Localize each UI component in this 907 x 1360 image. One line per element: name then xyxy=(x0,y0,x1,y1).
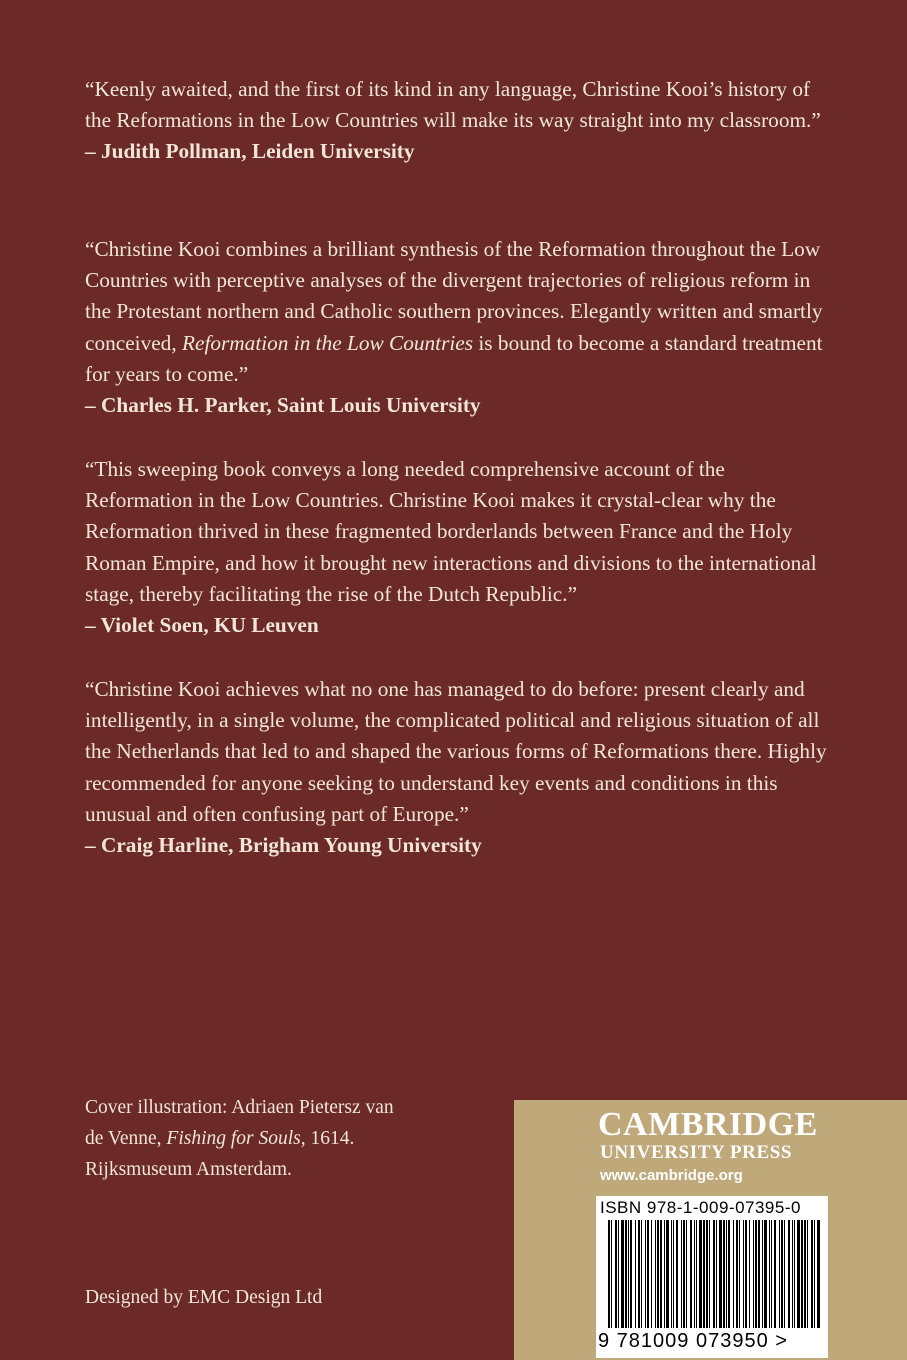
quote-text: “Christine Kooi combines a brilliant synthesis of the Reformation throughout the Low Countries with perceptive analyses of the divergent trajectories of religious reform in the Protestant northern and Catholic southern provinces. Elegantly written and smartly conceived, xyxy=(85,237,823,355)
quote-attribution: – Craig Harline, Brigham Young University xyxy=(85,833,482,858)
credit-text: Cover illustration: Adriaen Pietersz van de Venne, xyxy=(85,1097,394,1149)
book-title: Reformation in the Low Countries xyxy=(181,330,474,355)
endorsement-quote-4 xyxy=(85,674,830,861)
designer-credit: Designed by EMC Design Ltd xyxy=(85,1287,323,1308)
quote-text: is bound to become a standard treatment for years to come.” xyxy=(85,330,823,386)
endorsement-quote-2 xyxy=(85,234,830,421)
cover-illustration-credit xyxy=(85,1092,415,1185)
publisher-subtitle: UNIVERSITY PRESS xyxy=(600,1142,793,1163)
barcode-digits: 9 781009 073950 > xyxy=(598,1330,788,1352)
isbn-label: ISBN 978-1-009-07395-0 xyxy=(600,1198,801,1217)
credit-text: 1614. Rijksmuseum Amsterdam. xyxy=(85,1128,355,1180)
publisher-panel xyxy=(514,1100,907,1360)
quote-attribution: – Judith Pollman, Leiden University xyxy=(85,139,415,164)
quote-attribution: – Violet Soen, KU Leuven xyxy=(85,613,319,638)
publisher-name: CAMBRIDGE xyxy=(598,1106,818,1143)
quote-attribution: – Charles H. Parker, Saint Louis University xyxy=(85,393,481,418)
quote-text: “This sweeping book conveys a long needed comprehensive account of the Reformation in the Low Countries. Christine Kooi makes it crystal-clear why the Reformation thrived in these fragmented borderlands between France and the Holy Roman Empire, and how it brought new interactions and divisions to the international stage, thereby facilitating the rise of the Dutch Republic.” xyxy=(85,457,817,606)
endorsement-quote-3 xyxy=(85,454,830,641)
isbn-barcode xyxy=(596,1196,828,1358)
quote-text: “Keenly awaited, and the first of its kind in any language, Christine Kooi’s history of the Reformations in the Low Countries will make its way straight into my classroom.” xyxy=(85,77,821,133)
endorsement-quote-1 xyxy=(85,74,830,168)
artwork-title: Fishing for Souls, xyxy=(166,1128,306,1149)
publisher-url: www.cambridge.org xyxy=(600,1167,743,1184)
quote-text: “Christine Kooi achieves what no one has managed to do before: present clearly and intelligently, in a single volume, the complicated political and religious situation of all the Netherlands that led to and shaped the various forms of Reformations there. Highly recommended for anyone seeking to understand key events and conditions in this unusual and often confusing part of Europe.” xyxy=(85,677,827,826)
